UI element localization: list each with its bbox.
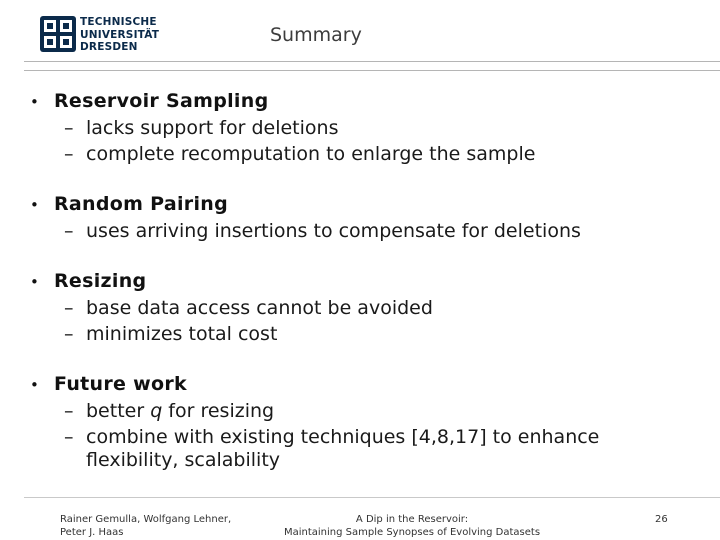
- tu-dresden-logo: [40, 16, 160, 56]
- dash-icon: –: [64, 143, 74, 165]
- sub-item: [30, 141, 710, 167]
- sub-item-text: uses arriving insertions to compensate for deletions: [86, 220, 581, 242]
- bullet-row: [30, 373, 710, 398]
- section-heading: Resizing: [54, 270, 147, 292]
- variable-q: q: [150, 400, 163, 422]
- bullet-icon: •: [30, 273, 39, 291]
- sub-item: [30, 115, 710, 141]
- bullet-row: [30, 90, 710, 115]
- bullet-row: [30, 193, 710, 218]
- sub-item: [30, 295, 710, 321]
- footer-authors: [60, 513, 231, 539]
- sub-item: [30, 321, 710, 347]
- section-heading: Reservoir Sampling: [54, 90, 269, 112]
- sub-item-text: combine with existing techniques [4,8,17] to enhance flexibility, scalability: [86, 426, 600, 471]
- dash-icon: –: [64, 117, 74, 139]
- slide-content: [30, 90, 710, 498]
- dash-icon: –: [64, 426, 74, 448]
- bullet-icon: •: [30, 93, 39, 111]
- dash-icon: –: [64, 323, 74, 345]
- sub-item: [30, 218, 710, 244]
- sub-item-text: base data access cannot be avoided: [86, 297, 433, 319]
- sub-item-text: lacks support for deletions: [86, 117, 339, 139]
- logo-line-1: TECHNISCHE: [80, 16, 157, 28]
- page-number: 26: [655, 514, 668, 525]
- footer-rule: [24, 497, 720, 498]
- sub-item-text: minimizes total cost: [86, 323, 278, 345]
- footer-talk-title: [282, 513, 542, 539]
- header-rule-bottom: [24, 70, 720, 71]
- section-future-work: [30, 373, 710, 472]
- bullet-row: [30, 270, 710, 295]
- bullet-icon: •: [30, 376, 39, 394]
- logo-line-3: DRESDEN: [80, 41, 138, 53]
- footer-talk-line-1: A Dip in the Reservoir:: [355, 514, 469, 525]
- text-before: better: [86, 400, 151, 422]
- dash-icon: –: [64, 400, 74, 422]
- dash-icon: –: [64, 297, 74, 319]
- section-heading: Future work: [54, 373, 187, 395]
- footer-authors-line-1: Rainer Gemulla, Wolfgang Lehner,: [60, 514, 232, 525]
- slide-header: [0, 0, 720, 70]
- sub-item-text: complete recomputation to enlarge the sample: [86, 143, 536, 165]
- sub-item-text: [86, 398, 274, 424]
- sub-item: [30, 398, 710, 424]
- sub-item: [30, 424, 710, 472]
- section-reservoir-sampling: [30, 90, 710, 167]
- logo-text: [80, 16, 159, 54]
- section-random-pairing: [30, 193, 710, 244]
- section-heading: Random Pairing: [54, 193, 229, 215]
- footer-talk-line-2: Maintaining Sample Synopses of Evolving Datasets: [283, 527, 541, 538]
- bullet-icon: •: [30, 196, 39, 214]
- section-resizing: [30, 270, 710, 347]
- dash-icon: –: [64, 220, 74, 242]
- text-after: for resizing: [162, 400, 275, 422]
- slide-title: Summary: [270, 24, 362, 46]
- header-rule-top: [24, 61, 720, 62]
- tu-dresden-logo-icon: [40, 16, 76, 52]
- logo-line-2: UNIVERSITÄT: [80, 28, 160, 41]
- footer-authors-line-2: Peter J. Haas: [60, 527, 124, 538]
